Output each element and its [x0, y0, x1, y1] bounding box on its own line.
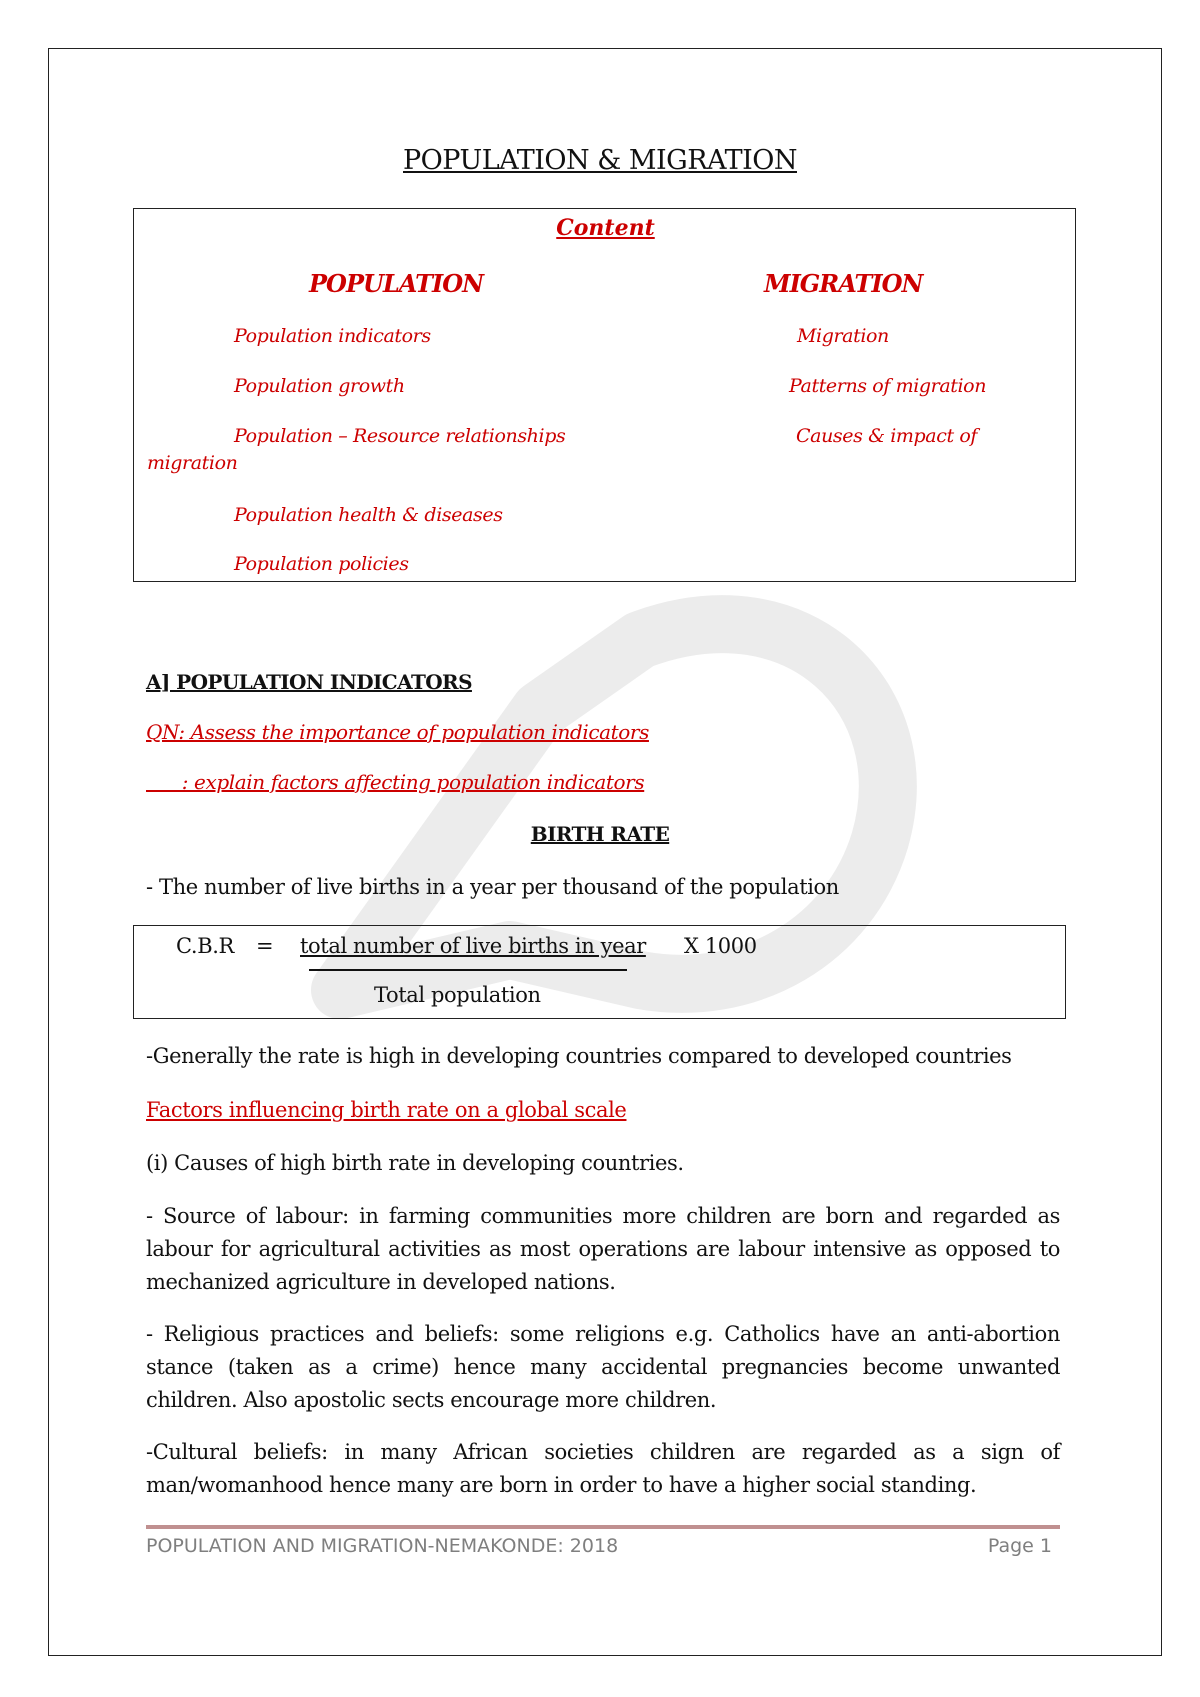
formula-equals: =	[256, 934, 274, 958]
section-a-heading: A] POPULATION INDICATORS	[146, 670, 472, 694]
formula-lhs: C.B.R	[176, 934, 234, 958]
formula-numerator: total number of live births in year	[300, 934, 646, 958]
content-item: Population policies	[234, 553, 409, 575]
footer-rule	[146, 1525, 1060, 1529]
footer-page-number: Page 1	[987, 1535, 1052, 1557]
footer-left: POPULATION AND MIGRATION-NEMAKONDE: 2018	[146, 1535, 619, 1557]
content-item: Population growth	[234, 375, 405, 397]
content-item: Causes & impact of	[796, 425, 978, 447]
formula-box	[133, 925, 1066, 1019]
content-heading: Content	[556, 215, 655, 241]
birth-rate-definition: - The number of live births in a year per thousand of the population	[146, 875, 839, 899]
paragraph: - Source of labour: in farming communities more children are born and regarded as labour for agricultural activities as most operations are labour intensive as opposed to mechanized agriculture in developed nations.	[146, 1204, 1060, 1294]
question-line: QN: Assess the importance of population indicators	[146, 720, 649, 744]
content-box	[133, 208, 1076, 582]
content-item: Patterns of migration	[789, 375, 987, 397]
birth-rate-heading: BIRTH RATE	[530, 822, 670, 846]
question-line: : explain factors affecting population indicators	[146, 770, 645, 794]
general-note: -Generally the rate is high in developing countries compared to developed countries	[146, 1044, 1012, 1068]
content-item: Population health & diseases	[234, 504, 503, 526]
fraction-bar	[309, 969, 627, 971]
causes-heading: (i) Causes of high birth rate in developing countries.	[146, 1151, 684, 1175]
factors-heading: Factors influencing birth rate on a global scale	[146, 1098, 627, 1122]
content-item: Population indicators	[234, 325, 431, 347]
formula-denominator: Total population	[374, 983, 541, 1007]
content-item: Migration	[797, 325, 889, 347]
content-item-wrap: migration	[147, 452, 238, 474]
population-column-heading: POPULATION	[309, 269, 484, 298]
paragraph: - Religious practices and beliefs: some religions e.g. Catholics have an anti-abortion stance (taken as a crime) hence many accidental pregnancies become unwanted children. Also apostolic sects encourage more children.	[146, 1322, 1060, 1412]
paragraph: -Cultural beliefs: in many African societies children are regarded as a sign of man/womanhood hence many are born in order to have a higher social standing.	[146, 1440, 1060, 1497]
content-item: Population – Resource relationships	[234, 425, 566, 447]
formula-multiplier: X 1000	[684, 934, 757, 958]
migration-column-heading: MIGRATION	[764, 269, 923, 298]
page-title: POPULATION & MIGRATION	[403, 145, 797, 176]
